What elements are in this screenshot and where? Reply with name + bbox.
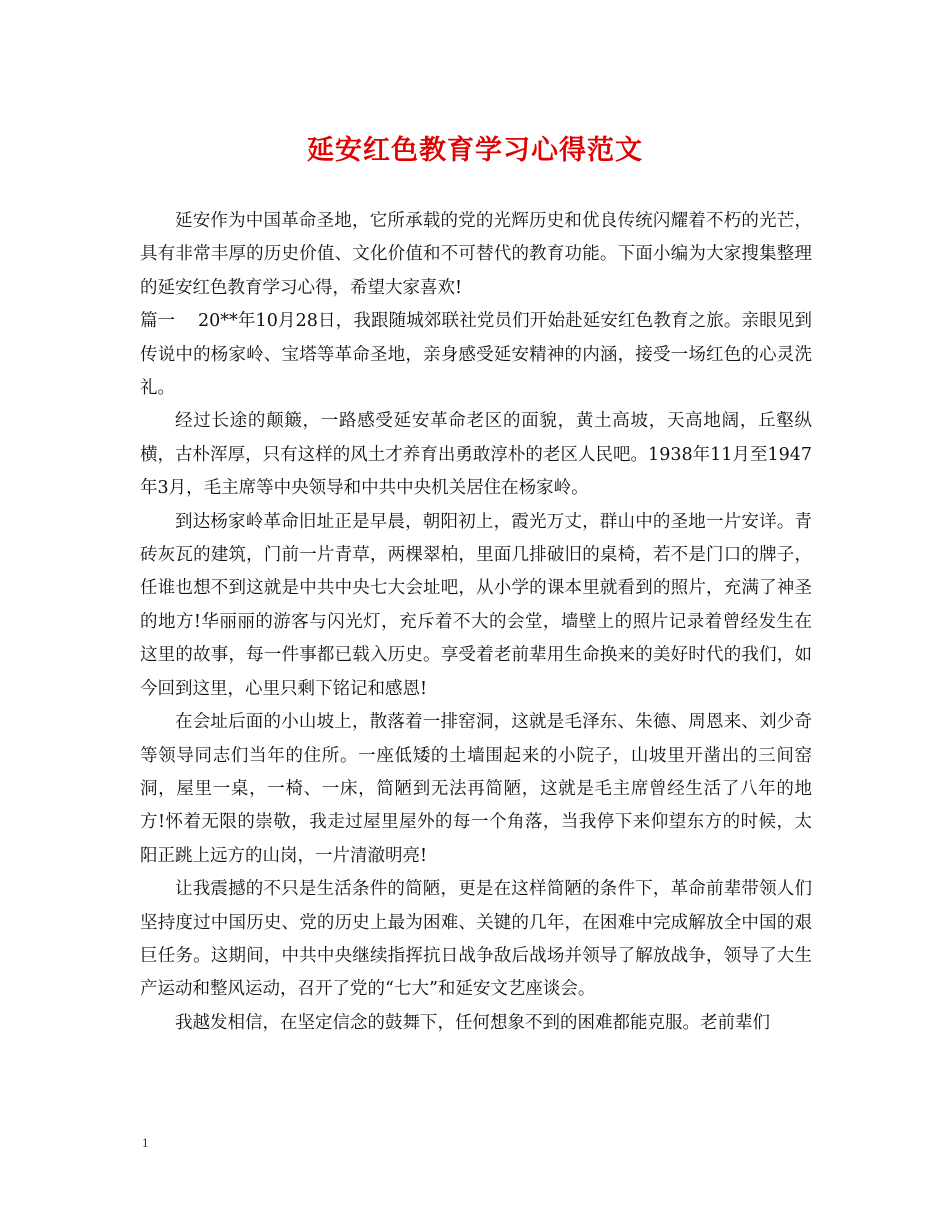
document-title: 延安红色教育学习心得范文 [307,135,643,166]
body-paragraph: 经过长途的颠簸，一路感受延安革命老区的面貌，黄土高坡，天高地阔，丘壑纵横，古朴浑厚，只有这样的风土才养育出勇敢淳朴的老区人民吧。1938年11月至1947年3月，毛主席等中央领导和中共中央机关居住在杨家岭。 [140,411,812,499]
body-paragraph: 我越发相信，在坚定信念的鼓舞下，任何想象不到的困难都能克服。老前辈们 [175,1012,770,1033]
body-paragraph: 让我震撼的不只是生活条件的简陋，更是在这样简陋的条件下，革命前辈带领人们坚持度过中国历史、党的历史上最为困难、关键的几年，在困难中完成解放全中国的艰巨任务。这期间，中共中央继续指挥抗日战争敌后战场并领导了解放战争，领导了大生产运动和整风运动，召开了党的“七大”和延安文艺座谈会。 [140,879,812,1000]
section-label: 篇一 [140,311,175,332]
section-first-paragraph [140,305,812,405]
body-paragraph: 到达杨家岭革命旧址正是早晨，朝阳初上，霞光万丈，群山中的圣地一片安详。青砖灰瓦的建筑，门前一片青草，两棵翠柏，里面几排破旧的桌椅，若不是门口的牌子，任谁也想不到这就是中共中央七大会址吧，从小学的课本里就看到的照片，充满了神圣的地方!华丽丽的游客与闪光灯，充斥着不大的会堂，墙壁上的照片记录着曾经发生在这里的故事，每一件事都已载入历史。享受着老前辈用生命换来的美好时代的我们，如今回到这里，心里只剩下铭记和感恩! [140,511,812,699]
body-paragraph: 在会址后面的小山坡上，散落着一排窑洞，这就是毛泽东、朱德、周恩来、刘少奇等领导同志们当年的住所。一座低矮的土墙围起来的小院子，山坡里开凿出的三间窑洞，屋里一桌，一椅、一床，简陋到无法再简陋，这就是毛主席曾经生活了八年的地方!怀着无限的崇敬，我走过屋里屋外的每一个角落，当我停下来仰望东方的时候，太阳正跳上远方的山岗，一片清澈明亮! [140,712,812,866]
section-first-text: 20**年10月28日，我跟随城郊联社党员们开始赴延安红色教育之旅。亲眼见到传说中的杨家岭、宝塔等革命圣地，亲身感受延安精神的内涵，接受一场红色的心灵洗礼。 [140,311,812,399]
document-body [140,205,812,1040]
intro-paragraph: 延安作为中国革命圣地，它所承载的党的光辉历史和优良传统闪耀着不朽的光芒，具有非常丰厚的历史价值、文化价值和不可替代的教育功能。下面小编为大家搜集整理的延安红色教育学习心得，希望大家喜欢! [140,211,812,298]
page-number: 1 [142,1135,149,1150]
